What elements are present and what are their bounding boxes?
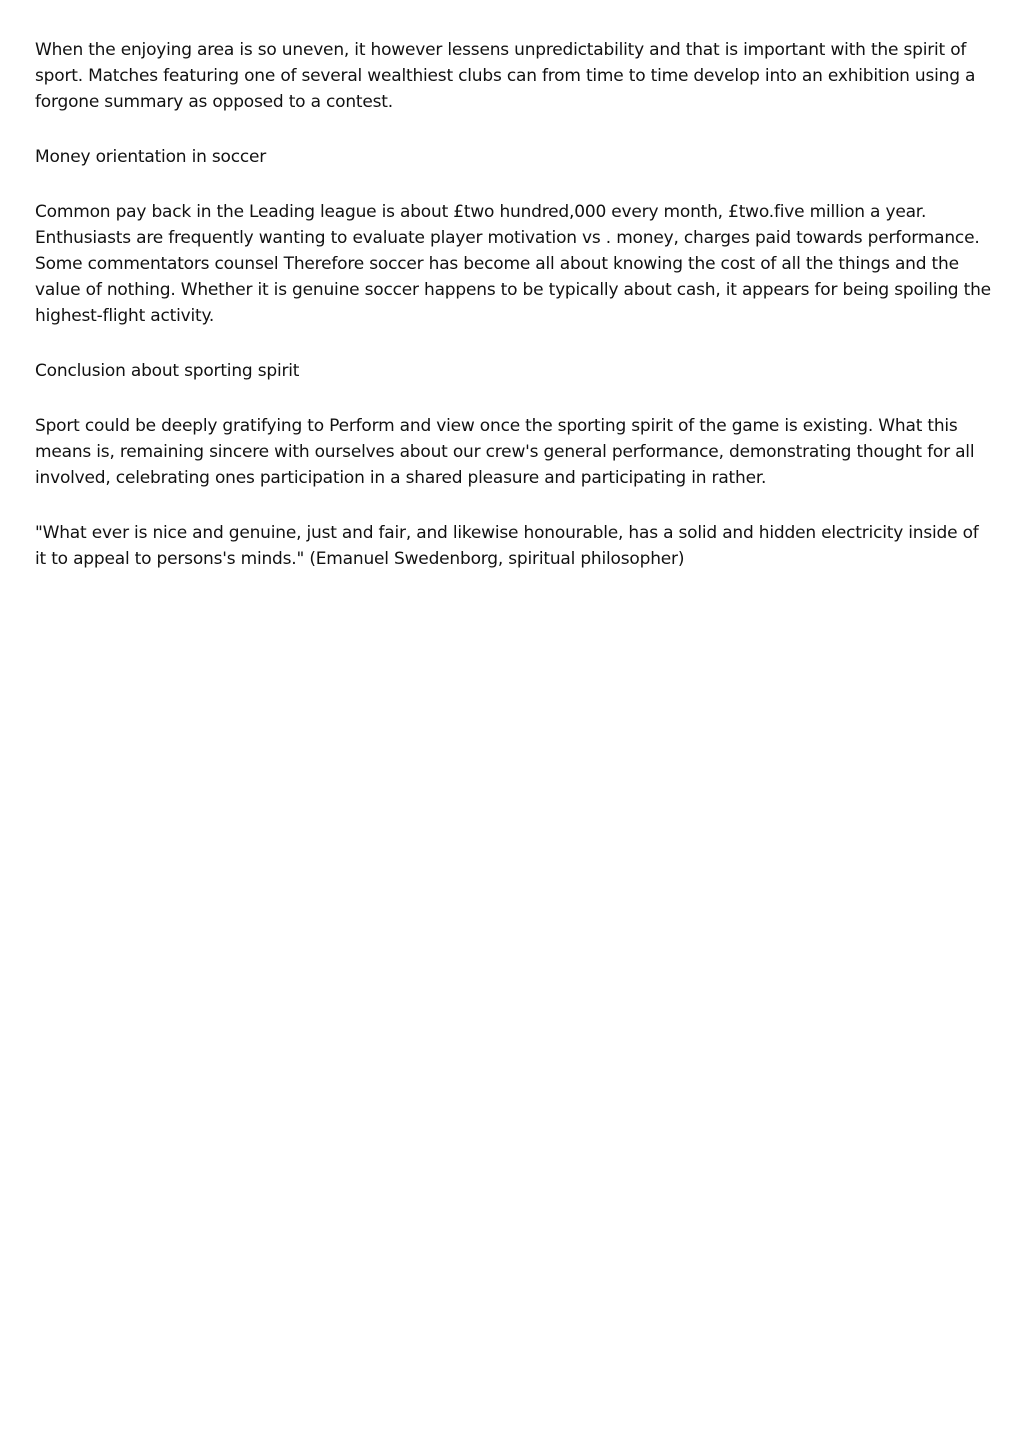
- paragraph-sporting-spirit: Sport could be deeply gratifying to Perform and view once the sporting spirit of the game is existing. What this means is, remaining sincere with ourselves about our crew's general performance, demonstrating thought for all involved, celebrating ones participation in a shared pleasure and participating in rather.: [35, 416, 975, 488]
- paragraph-premier-league-pay: Common pay back in the Leading league is about £two hundred,000 every month, £two.five million a year. Enthusiasts are frequently wanting to evaluate player motivation vs . money, charges paid towards performance. Some commentators counsel Therefore soccer has become all about knowing the cost of all the things and the value of nothing. Whether it is genuine soccer happens to be typically about cash, it appears for being spoiling the highest-flight activity.: [35, 202, 991, 326]
- section-heading-conclusion: Conclusion about sporting spirit: [35, 361, 300, 381]
- quote-swedenborg: "What ever is nice and genuine, just and fair, and likewise honourable, has a solid and hidden electricity inside of it to appeal to persons's minds." (Emanuel Swedenborg, spiritual philosopher): [35, 523, 979, 569]
- paragraph-uneven-playing-field: When the enjoying area is so uneven, it however lessens unpredictability and that is important with the spirit of sport. Matches featuring one of several wealthiest clubs can from time to time develop into an exhibition using a forgone summary as opposed to a contest.: [35, 40, 976, 112]
- section-heading-money-orientation: Money orientation in soccer: [35, 147, 267, 167]
